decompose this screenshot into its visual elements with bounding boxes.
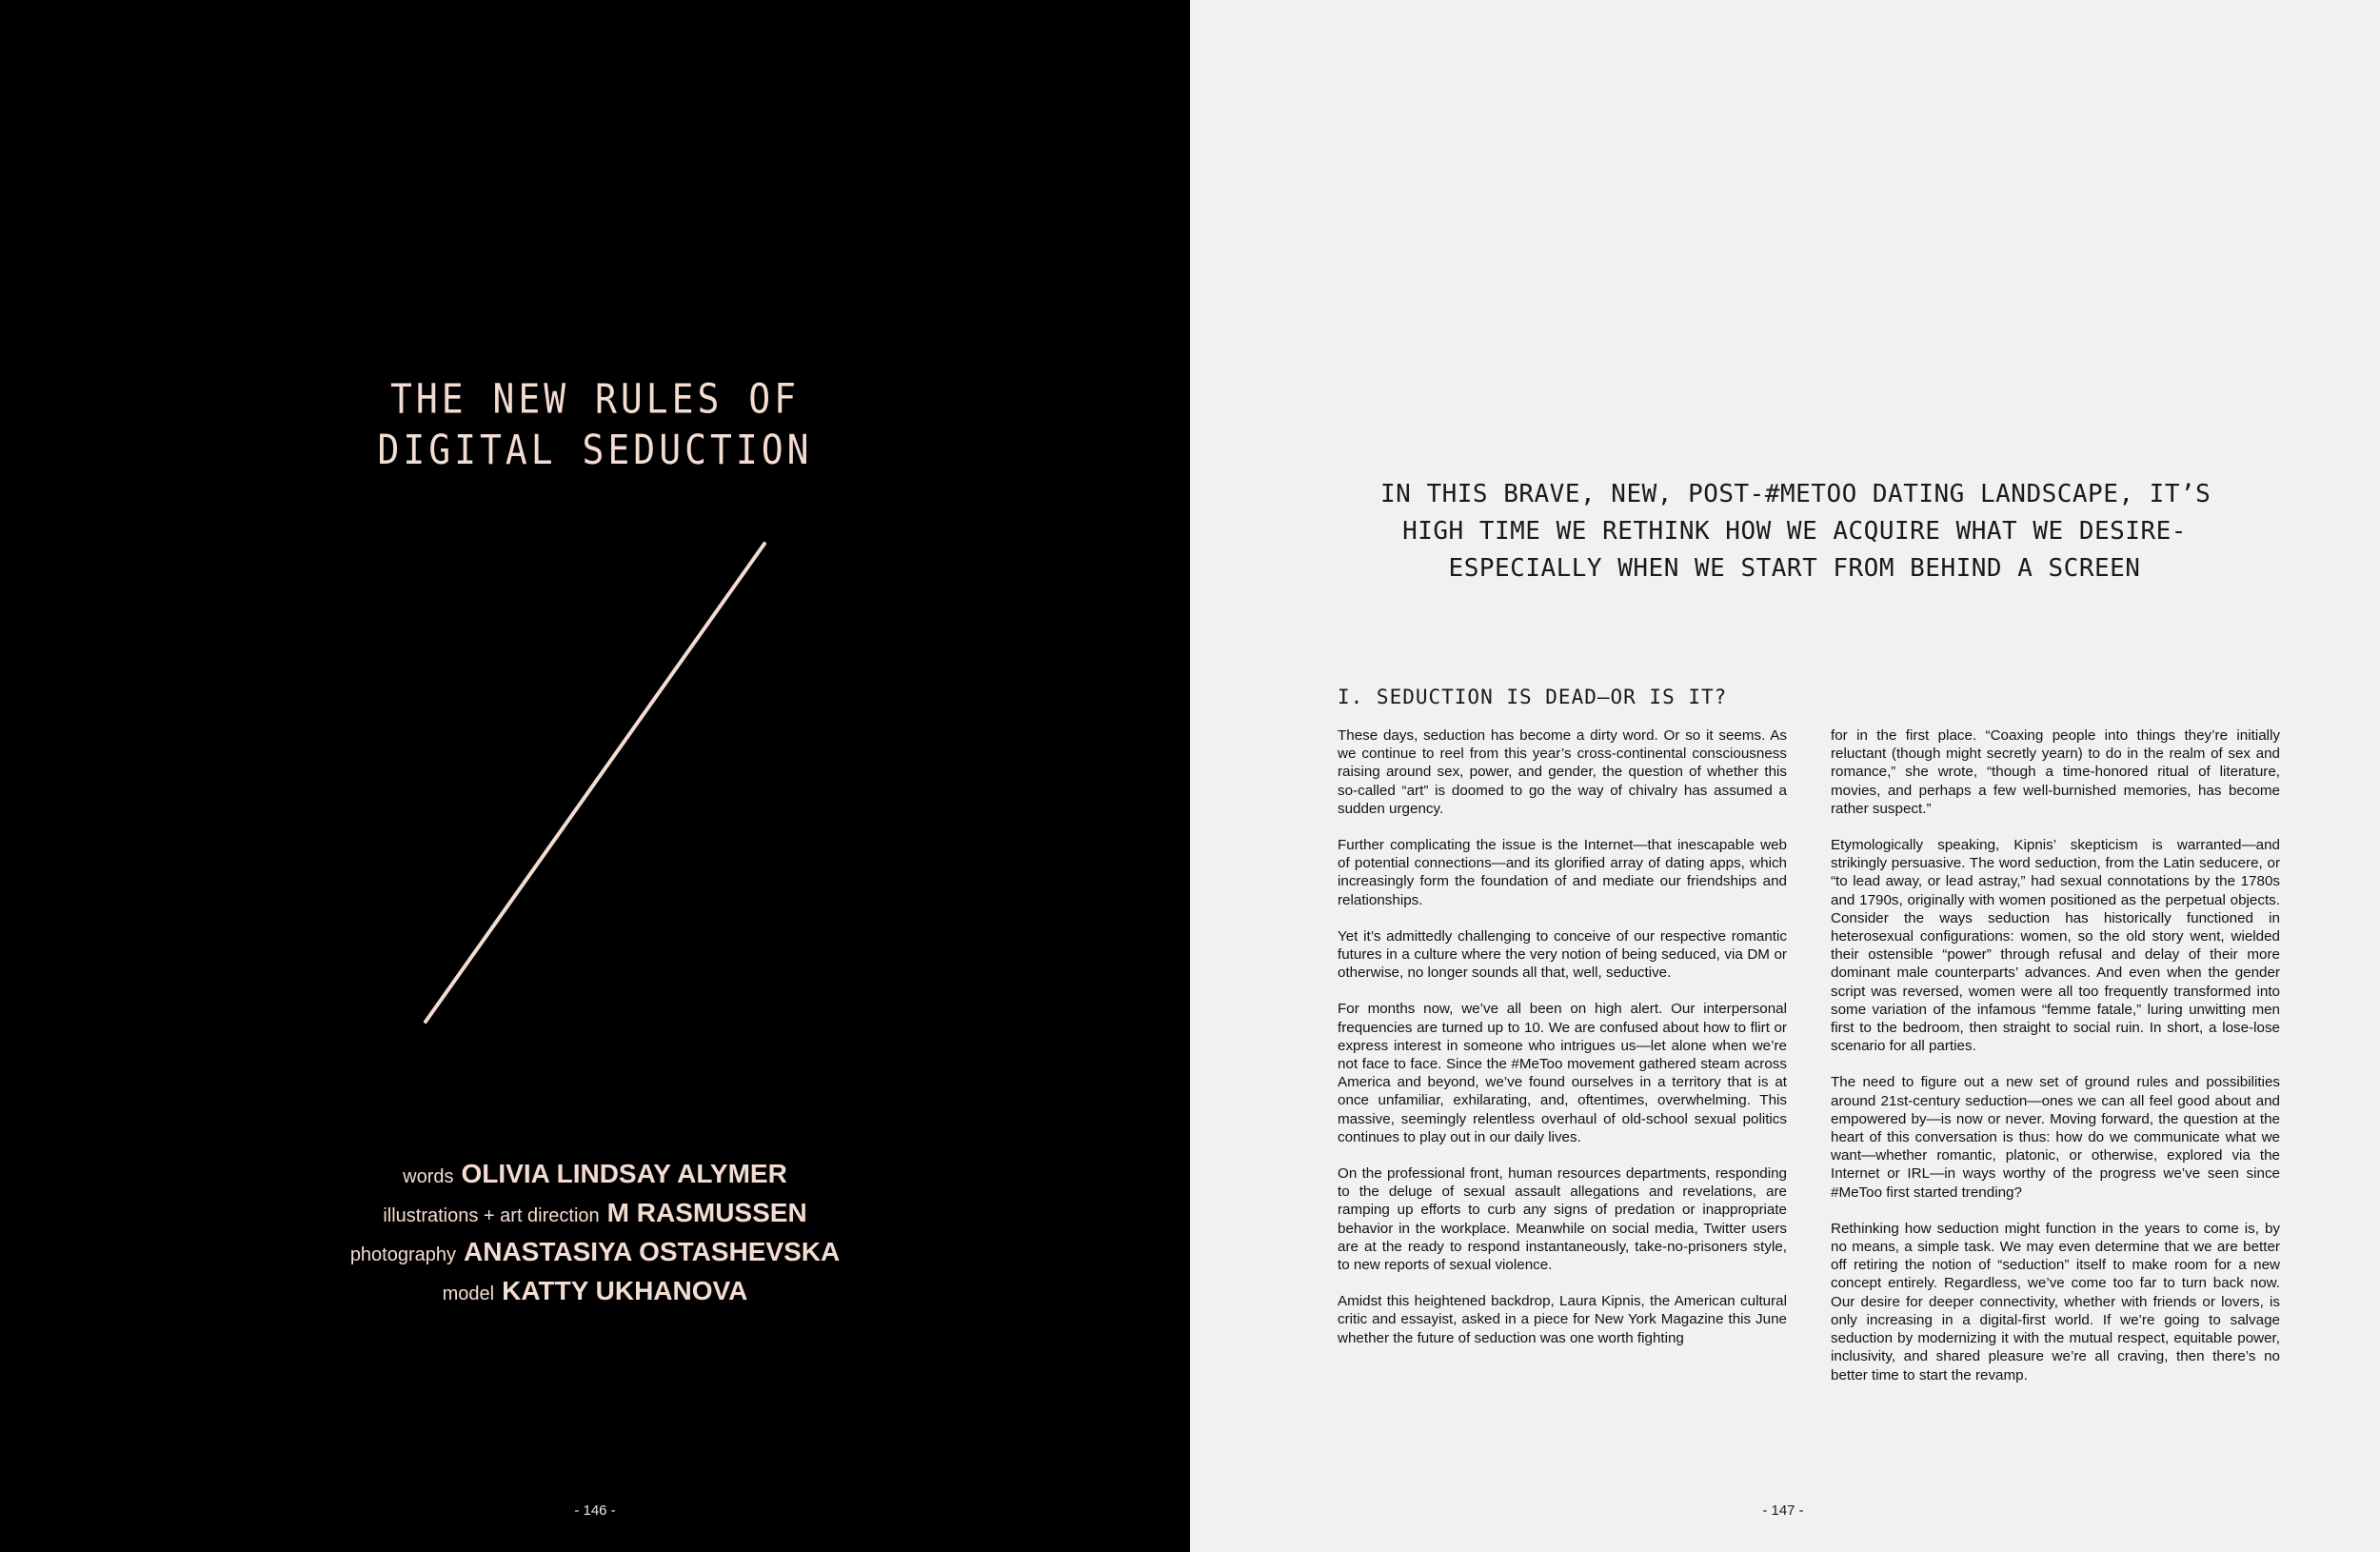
slash-line [426,544,764,1022]
body-column-right [1831,726,2280,1403]
dek-line-2: HIGH TIME WE RETHINK HOW WE ACQUIRE WHAT WE DESIRE- [1402,517,2187,546]
body-paragraph: Amidst this heightened backdrop, Laura Kipnis, the American cultural critic and essayist, asked in a piece for New York Magazine this June whether the future of seduction was one worth fighting [1338,1293,1787,1346]
body-paragraph: for in the first place. “Coaxing people into things they’re initially reluctant (though might secretly yearn) to do in the realm of sex and romance,” she wrote, “though a time-honored ritual of literature, movies, and perhaps a few well-burnished memories, has become rather suspect.” [1831,727,2280,817]
page-number-right: - 147 - [1762,1502,1804,1519]
credit-words [0,1154,1190,1193]
body-paragraph: The need to figure out a new set of ground rules and possibilities around 21st-century seduction—ones we can all feel good about and empowered by—is now or never. Moving forward, the question at the heart of this conversation is thus: how do we communicate what we want—whether romantic, platonic, or otherwise, explored via the Internet or IRL—in ways worthy of the progress we’ve seen since #MeToo first started trending? [1831,1074,2280,1201]
credit-model [0,1271,1190,1310]
body-paragraph: Etymologically speaking, Kipnis’ skepticism is warranted—and strikingly persuasive. The word seduction, from the Latin seducere, or “to lead away, or lead astray,” had sexual connotations by the 1780s and 1790s, originally with women positioned as the perpetual objects. Consider the ways seduction has historically functioned in heterosexual configurations: women, so the old story went, wielded their ostensible “power” through refusal and delay of their more dominant male counterparts’ advances. And even when the gender script was reversed, women were all too frequently transformed into some variation of the infamous “femme fatale,” luring unwitting men first to the bedroom, then straight to social ruin. In short, a lose-lose scenario for all parties. [1831,837,2280,1055]
body-paragraph: Rethinking how seduction might function in the years to come is, by no means, a simple task. We may even determine that we are better off retiring the notion of “seduction” itself to make room for a new concept entirely. Regardless, we’ve come too far to turn back now. Our desire for deeper connectivity, whether with friends or lovers, is only increasing in a digital-first world. If we’re going to salvage seduction by modernizing it with the mutual respect, equitable power, inclusivity, and shared pleasure we’re all craving, then there’s no better time to start the revamp. [1831,1220,2280,1383]
dek-line-3: ESPECIALLY WHEN WE START FROM BEHIND A SCREEN [1448,554,2141,583]
title-line-2: DIGITAL SEDUCTION [377,427,813,474]
credit-name: KATTY UKHANOVA [502,1276,748,1305]
body-paragraph: On the professional front, human resources departments, responding to the deluge of sexual assault allegations and revelations, are ramping up efforts to curb any signs of predation or inappropriate behavior in the workplace. Meanwhile on social media, Twitter users are at the ready to respond instantaneously, take-no-prisoners style, to new reports of sexual violence. [1338,1165,1787,1274]
body-column-left [1338,726,1787,1365]
credit-role: illustrations + art direction [383,1205,600,1226]
credit-photography [0,1232,1190,1271]
article-dek [1380,476,2209,587]
body-paragraph: These days, seduction has become a dirty word. Or so it seems. As we continue to reel from this year’s cross-continental consciousness raising around sex, power, and gender, the question of whether this so-called “art” is doomed to go the way of chivalry has assumed a sudden urgency. [1338,727,1787,817]
credit-role: photography [349,1244,457,1265]
credit-name: ANASTASIYA OSTASHEVSKA [464,1237,841,1266]
credit-role: model [442,1283,495,1304]
credits-block [0,1154,1190,1310]
section-heading: I. SEDUCTION IS DEAD–OR IS IT? [1338,686,1728,708]
credit-name: OLIVIA LINDSAY ALYMER [461,1159,787,1188]
credit-role: words [403,1166,454,1187]
body-paragraph: For months now, we’ve all been on high alert. Our interpersonal frequencies are turned up to 10. We are confused about how to flirt or express interest in someone who intrigues us—let alone when we’re not face to face. Since the #MeToo movement gathered steam across America and beyond, we’ve found ourselves in a territory that is at once unfamiliar, exhilarating, and, oftentimes, overwhelming. This massive, seemingly relentless overhaul of old-school sexual politics continues to play out in our daily lives. [1338,1001,1787,1145]
title-line-1: THE NEW RULES OF [389,375,801,423]
credit-art-direction [0,1193,1190,1232]
credit-name: M RASMUSSEN [606,1198,807,1227]
body-paragraph: Further complicating the issue is the Internet—that inescapable web of potential connections—and its glorified array of dating apps, which increasingly form the foundation of and mediate our friendships and relationships. [1338,837,1787,908]
body-paragraph: Yet it’s admittedly challenging to conceive of our respective romantic futures in a culture where the very notion of being seduced, via DM or otherwise, no longer sounds all that, well, seductive. [1338,927,1787,982]
dek-line-1: IN THIS BRAVE, NEW, POST-#METOO DATING LANDSCAPE, IT’S [1380,480,2211,508]
page-number-left: - 146 - [574,1502,616,1519]
